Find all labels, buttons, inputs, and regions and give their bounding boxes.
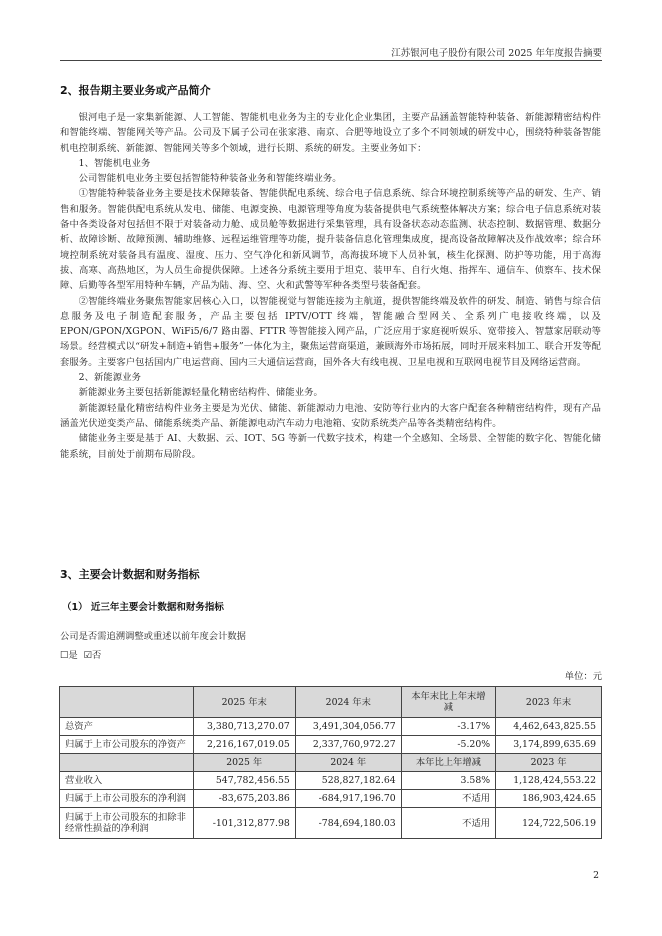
table-header-cell: 本年比上年增减	[401, 754, 495, 772]
table-header-cell: 2025 年末	[193, 687, 295, 718]
section-3-subheading: （1） 近三年主要会计数据和财务指标	[62, 602, 224, 613]
table-header-cell	[60, 687, 194, 718]
page-number: 2	[593, 870, 599, 881]
row-label: 归属于上市公司股东的净资产	[60, 736, 194, 754]
paragraph-smart-terminal: ②智能终端业务聚焦智能家居核心入口，以智能视觉与智能连接为主航道，提供智能终端及软件的研发、制造、销售与综合信息服务及电子制造配套服务，产品主要包括 IPTV/OTT 终端，智能融合型网关、全系列广电接收终端，以及 EPON/GPON/XGPON、WiFi5/6/7 路由器、FTTR 等智能接入网产品，广泛应用于家庭视听娱乐、宽带接入、智慧家居联动等场景。经营模式以“研发+制造+销售+服务”一体化为主，聚焦运营商渠道，兼顾海外市场拓展，同时开展来料加工、联合开发等配套服务。主要客户包括国内广电运营商、国内三大通信运营商，国外各大有线电视、卫星电视和互联网电视节目及网络运营商。	[60, 295, 601, 368]
table-header-cell: 2023 年末	[496, 687, 602, 718]
restatement-question: 公司是否需追溯调整或重述以前年度会计数据	[60, 631, 246, 642]
section-3-heading: 3、主要会计数据和财务指标	[60, 568, 200, 581]
table-cell: 不适用	[401, 808, 495, 839]
paragraph-new-energy: 新能源业务主要包括新能源轻量化精密结构件、储能业务。	[78, 387, 323, 399]
table-cell: 2,337,760,972.27	[295, 736, 401, 754]
table-header-row	[60, 754, 602, 772]
table-cell: 1,128,424,553.22	[496, 772, 602, 790]
paragraph-structural-parts: 新能源轻量化精密结构件业务主要是为光伏、储能、新能源动力电池、安防等行业内的大客户配套各种精密结构件，现有产品涵盖光伏逆变类产品、储能系统类产品、新能源电动汽车动力电池箱、安防系统类产品等各类精密结构件。	[60, 402, 601, 429]
table-header-cell: 2024 年末	[295, 687, 401, 718]
table-header-cell	[60, 754, 194, 772]
table-cell: 3,174,899,635.69	[496, 736, 602, 754]
paragraph-special-equipment: ①智能特种装备业务主要是技术保障装备、智能供配电系统、综合电子信息系统、综合环境控制系统等产品的研发、生产、销售和服务。智能供配电系统从发电、储能、电源变换、电源管理等角度为装备提供电气系统整体解决方案；综合电子信息系统对装备中各类设备对包括但不限于对装备动力舱、成员舱等数据进行采集管理，具有设备状态动态监测、状态控制、数据管理、数据分析、故障诊断、故障预测、辅助维修、远程运维管理等功能，提升装备信息化管理集成度，提高设备故障解决及作战效率；综合环境控制系统对装备具有温度、湿度、压力、空气净化和新风调节，高海拔环境下人员补氧，核生化探测、防护等功能，用于高海拔、高寒、高热地区，为人员生命提供保障。上述各分系统主要用于坦克、装甲车、自行火炮、指挥车、通信车、侦察车、技术保障、后勤等各型军用特种车辆，产品为陆、海、空、火和武警等军种各类型号装备配套。	[60, 188, 601, 292]
table-row	[60, 736, 602, 754]
table-cell: -5.20%	[401, 736, 495, 754]
financial-data-table	[59, 686, 602, 839]
row-label: 总资产	[60, 718, 194, 736]
table-row	[60, 772, 602, 790]
paragraph-intro: 银河电子是一家集新能源、人工智能、智能机电业务为主的专业化企业集团，主要产品涵盖智能特种装备、新能源精密结构件和智能终端、智能网关等产品。公司及下属子公司在张家港、南京、合肥等地设立了多个不同领域的研发中心，围绕特种装备智能机电控制系统、新能源、智能网关等多个领域，进行长期、系统的研发。主要业务如下：	[60, 112, 601, 154]
table-header-cell: 2025 年	[193, 754, 295, 772]
paragraph-smart-mech: 公司智能机电业务主要包括智能特种装备业务和智能终端业务。	[78, 173, 342, 185]
table-cell: 3,380,713,270.07	[193, 718, 295, 736]
paragraph-subtitle-1: 1、智能机电业务	[78, 157, 151, 169]
table-cell: 528,827,182.64	[295, 772, 401, 790]
table-cell: 2,216,167,019.05	[193, 736, 295, 754]
paragraph-energy-storage: 储能业务主要是基于 AI、大数据、云、IOT、5G 等新一代数字技术，构建一个全感知、全场景、全智能的数字化、智能化储能系统，目前处于前期布局阶段。	[60, 433, 601, 460]
table-cell: 4,462,643,825.55	[496, 718, 602, 736]
table-row	[60, 718, 602, 736]
section-2-body	[60, 110, 601, 462]
table-cell: -784,694,180.03	[295, 808, 401, 839]
row-label: 归属于上市公司股东的扣除非经常性损益的净利润	[60, 808, 194, 839]
table-cell: -83,675,203.86	[193, 790, 295, 808]
table-header-cell: 2024 年	[295, 754, 401, 772]
section-2-heading: 2、报告期主要业务或产品简介	[60, 84, 211, 97]
table-header-cell: 本年末比上年末增减	[401, 687, 495, 718]
option-no: ☑否	[83, 650, 102, 661]
header-divider	[60, 60, 602, 61]
restatement-options	[60, 647, 107, 661]
table-row	[60, 808, 602, 839]
paragraph-subtitle-2: 2、新能源业务	[78, 372, 141, 384]
unit-label: 单位：元	[564, 671, 602, 682]
table-cell: 547,782,456.55	[193, 772, 295, 790]
row-label: 归属于上市公司股东的净利润	[60, 790, 194, 808]
option-yes: ☐是	[60, 650, 78, 661]
table-cell: 186,903,424.65	[496, 790, 602, 808]
table-header-cell: 2023 年	[496, 754, 602, 772]
row-label: 营业收入	[60, 772, 194, 790]
table-cell: 不适用	[401, 790, 495, 808]
table-cell: 124,722,506.19	[496, 808, 602, 839]
table-header-row	[60, 687, 602, 718]
table-cell: 3,491,304,056.77	[295, 718, 401, 736]
page-header: 江苏银河电子股份有限公司 2025 年年度报告摘要	[391, 48, 602, 59]
table-cell: -3.17%	[401, 718, 495, 736]
table-cell: 3.58%	[401, 772, 495, 790]
table-row	[60, 790, 602, 808]
table-cell: -684,917,196.70	[295, 790, 401, 808]
table-cell: -101,312,877.98	[193, 808, 295, 839]
